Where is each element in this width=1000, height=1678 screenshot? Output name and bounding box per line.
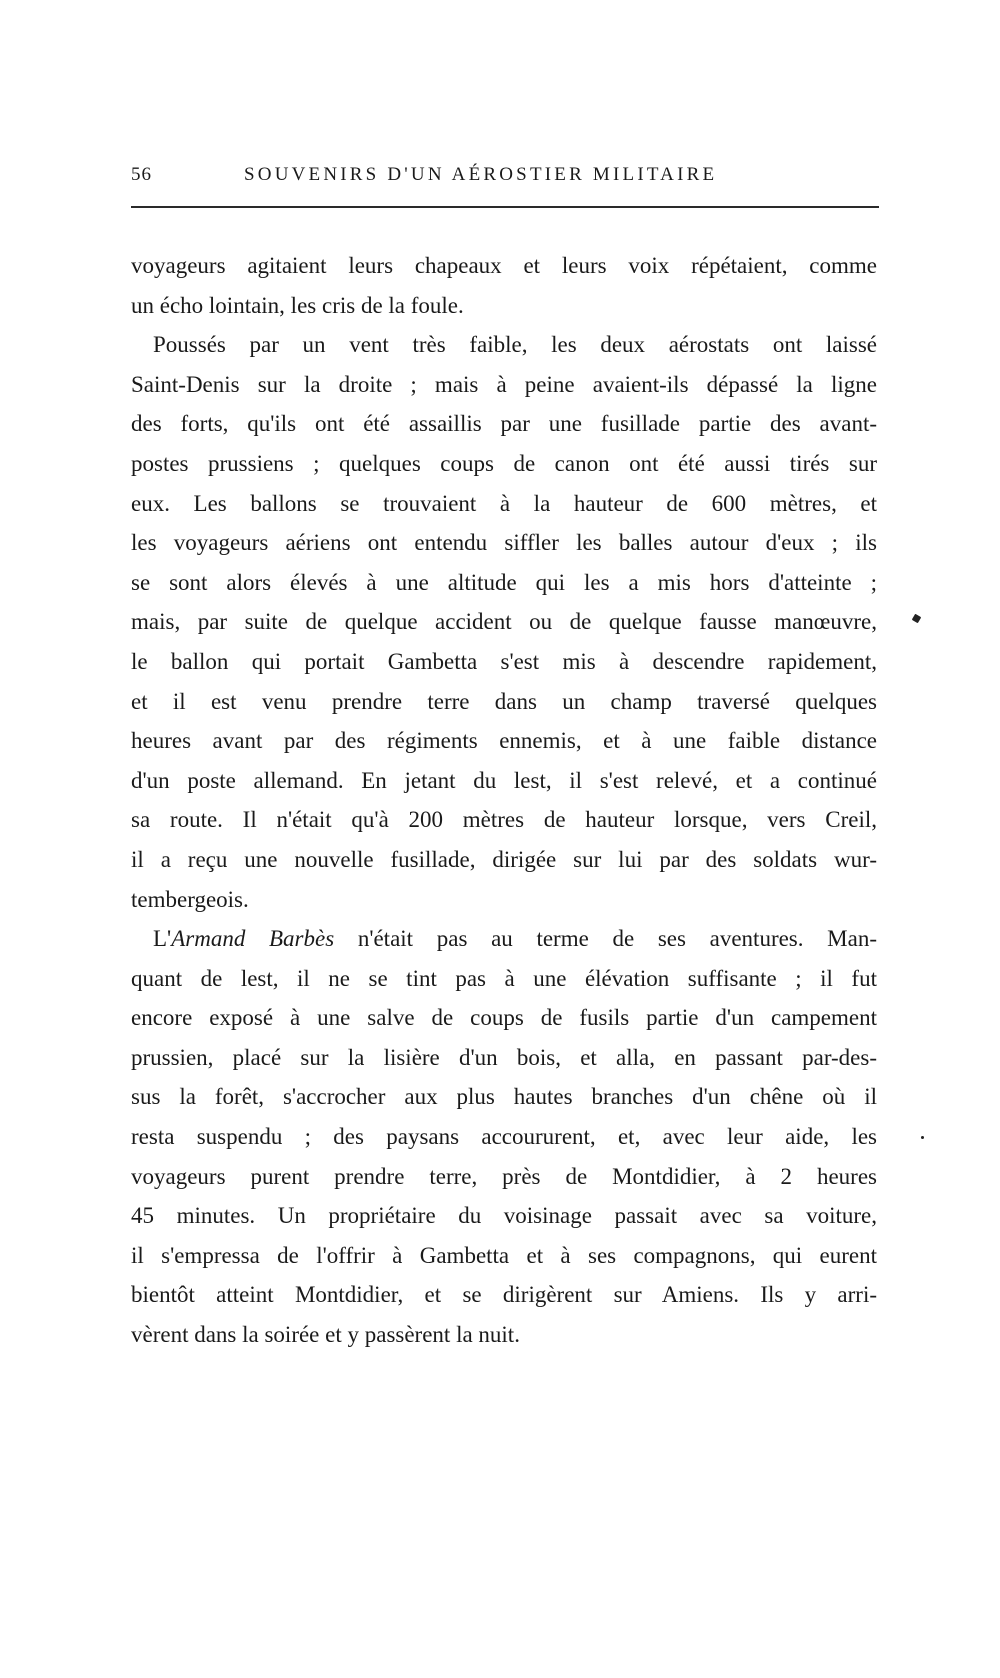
text-line: eux. Les ballons se trouvaient à la hauteur de 600 mètres, et [131,490,877,516]
text-line: il s'empressa de l'offrir à Gambetta et à ses compagnons, qui eurent [131,1242,877,1268]
text-line: les voyageurs aériens ont entendu siffler les balles autour d'eux ; ils [131,530,877,556]
text-line: quant de lest, il ne se tint pas à une élévation suffisante ; il fut [131,965,877,991]
header-rule [131,206,879,208]
text-line: vèrent dans la soirée et y passèrent la nuit. [131,1322,520,1348]
body-text [131,246,877,1355]
text-line: prussien, placé sur la lisière d'un bois, et alla, en passant par-des- [131,1044,877,1070]
text-line: voyageurs agitaient leurs chapeaux et leurs voix répétaient, comme [131,253,877,278]
text-line: postes prussiens ; quelques coups de canon ont été aussi tirés sur [131,450,877,476]
text-line: Saint-Denis sur la droite ; mais à peine avaient-ils dépassé la ligne [131,371,877,397]
text-line: resta suspendu ; des paysans accoururent, et, avec leur aide, les [131,1124,877,1150]
text-line: heures avant par des régiments ennemis, et à une faible distance [131,728,877,754]
running-title: SOUVENIRS D'UN AÉROSTIER MILITAIRE [244,164,718,185]
text-line: encore exposé à une salve de coups de fusils partie d'un campement [131,1005,877,1031]
text-line [131,919,877,959]
text-line: sus la forêt, s'accrocher aux plus hautes branches d'un chêne où il [131,1084,877,1110]
text-line: Poussés par un vent très faible, les deux aérostats ont laissé [153,332,877,358]
balloon-name: Armand Barbès [171,926,335,952]
text-line: se sont alors élevés à une altitude qui les a mis hors d'atteinte ; [131,569,877,595]
text-line: tembergeois. [131,886,249,912]
text-line: d'un poste allemand. En jetant du lest, il s'est relevé, et a continué [131,767,877,793]
text-line: et il est venu prendre terre dans un champ traversé quelques [131,688,877,714]
text-line: 45 minutes. Un propriétaire du voisinage passait avec sa voiture, [131,1203,877,1229]
text-line: bientôt atteint Montdidier, et se dirigèrent sur Amiens. Ils y arri- [131,1282,877,1308]
text-line: des forts, qu'ils ont été assaillis par une fusillade partie des avant- [131,411,877,437]
margin-speck [912,614,922,624]
text-line: le ballon qui portait Gambetta s'est mis à descendre rapidement, [131,648,877,674]
text-line: un écho lointain, les cris de la foule. [131,292,464,318]
page-number: 56 [131,164,152,185]
text-line-rest: n'était pas au terme de ses aventures. Man- [357,926,877,952]
text-line: il a reçu une nouvelle fusillade, dirigée sur lui par des soldats wur- [131,846,877,872]
margin-speck [921,1136,924,1139]
text-line: voyageurs purent prendre terre, près de Montdidier, à 2 heures [131,1163,877,1189]
page-header [131,160,879,196]
text-line: mais, par suite de quelque accident ou de quelque fausse manœuvre, [131,609,877,635]
italic-prefix: L' [153,926,172,952]
text-line: sa route. Il n'était qu'à 200 mètres de hauteur lorsque, vers Creil, [131,807,877,833]
